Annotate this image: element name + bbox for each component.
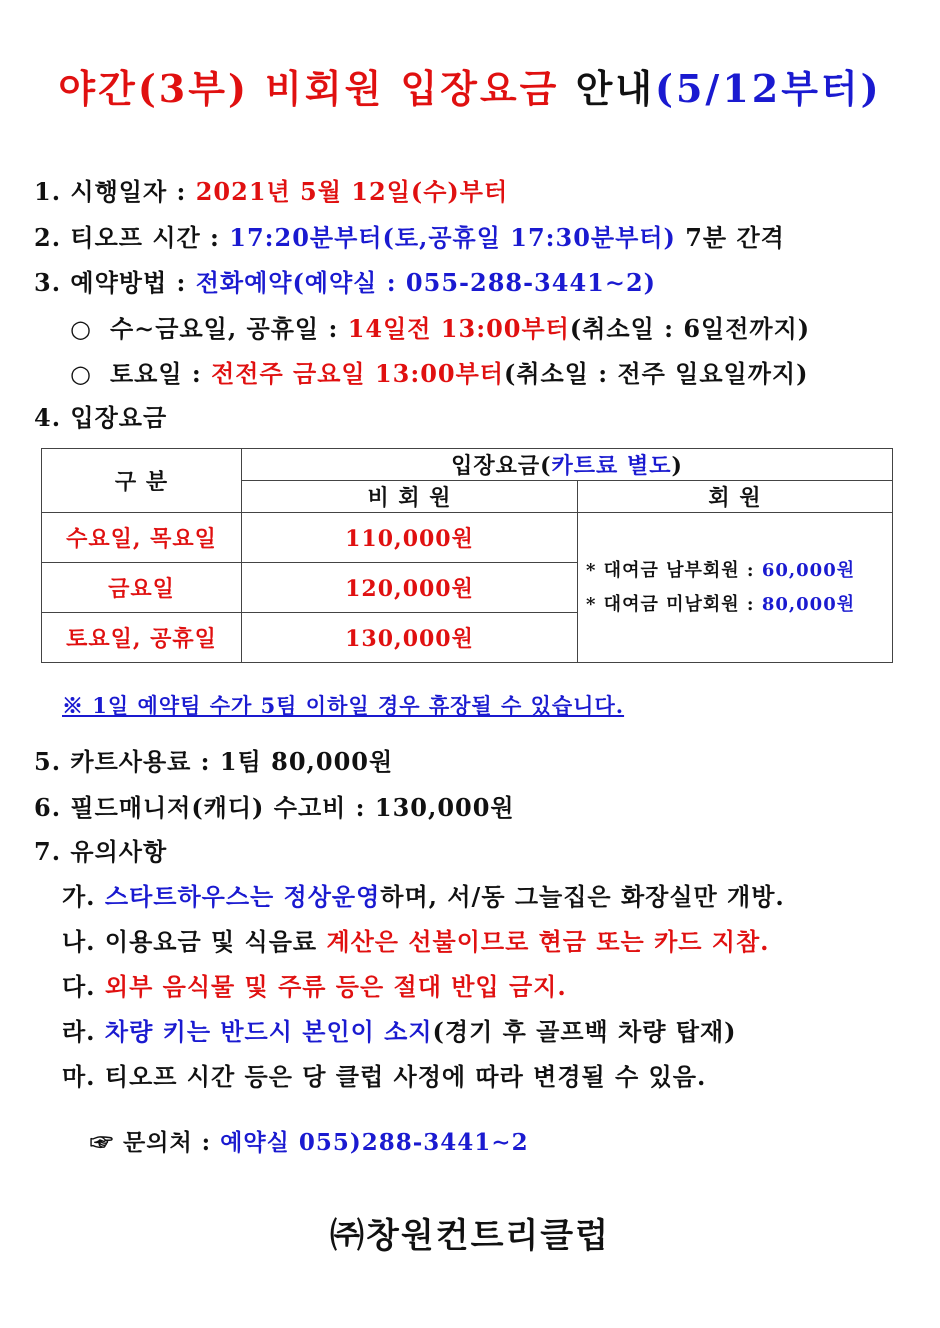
- contact-info: ☞ 문의처 : 예약실 055)288-3441∼2: [90, 1129, 529, 1156]
- day-cell: 수요일, 목요일: [42, 513, 242, 563]
- note-c: 다. 외부 음식물 및 주류 등은 절대 반입 금지.: [62, 972, 567, 1001]
- page-title: 야간(3부) 비회원 입장요금 안내(5/12부터): [58, 66, 882, 111]
- day-cell: 금요일: [42, 563, 242, 613]
- item-teeoff-time: 2. 티오프 시간 : 17:20분부터(토,공휴일 17:30분부터) 7분 간격: [34, 223, 785, 252]
- member-fee-south: * 대여금 남부회원 : 60,000원: [586, 559, 856, 581]
- note-a: 가. 스타트하우스는 정상운영하며, 서/동 그늘집은 화장실만 개방.: [62, 882, 785, 911]
- category-header: 구 분: [42, 449, 242, 513]
- fee-cell: 130,000원: [242, 613, 578, 663]
- fee-table: [41, 448, 893, 663]
- club-name: ㈜창원컨트리클럽: [330, 1216, 610, 1256]
- item-reservation-method: 3. 예약방법 : 전화예약(예약실 : 055-288-3441∼2): [34, 268, 657, 297]
- item-reservation-weekday: ○ 수∼금요일, 공휴일 : 14일전 13:00부터(취소일 : 6일전까지): [70, 314, 811, 343]
- fee-cell: 110,000원: [242, 513, 578, 563]
- circle-bullet-icon: ○: [70, 359, 92, 388]
- day-cell: 토요일, 공휴일: [42, 613, 242, 663]
- item-cart-fee: 5. 카트사용료 : 1팀 80,000원: [34, 747, 394, 776]
- member-fee-cell: [578, 513, 893, 663]
- member-fee-minam: * 대여금 미남회원 : 80,000원: [586, 593, 856, 615]
- closure-notice: ※ 1일 예약팀 수가 5팀 이하일 경우 휴장될 수 있습니다.: [62, 693, 625, 718]
- nonmember-header: 비 회 원: [242, 481, 578, 513]
- item-start-date: 1. 시행일자 : 2021년 5월 12일(수)부터: [34, 177, 509, 206]
- note-e: 마. 티오프 시간 등은 당 클럽 사정에 따라 변경될 수 있음.: [62, 1062, 707, 1091]
- item-notes: 7. 유의사항: [34, 837, 168, 866]
- fee-header: 입장요금(카트료 별도): [242, 449, 893, 481]
- note-b: 나. 이용요금 및 식음료 계산은 선불이므로 현금 또는 카드 지참.: [62, 927, 770, 956]
- member-header: 회 원: [578, 481, 893, 513]
- item-entrance-fee: 4. 입장요금: [34, 403, 168, 432]
- item-caddie-fee: 6. 필드매니저(캐디) 수고비 : 130,000원: [34, 793, 515, 822]
- circle-bullet-icon: ○: [70, 314, 92, 343]
- table-row: [42, 513, 893, 563]
- fee-cell: 120,000원: [242, 563, 578, 613]
- note-d: 라. 차량 키는 반드시 본인이 소지(경기 후 골프백 차량 탑재): [62, 1017, 737, 1046]
- item-reservation-saturday: ○ 토요일 : 전전주 금요일 13:00부터(취소일 : 전주 일요일까지): [70, 359, 809, 388]
